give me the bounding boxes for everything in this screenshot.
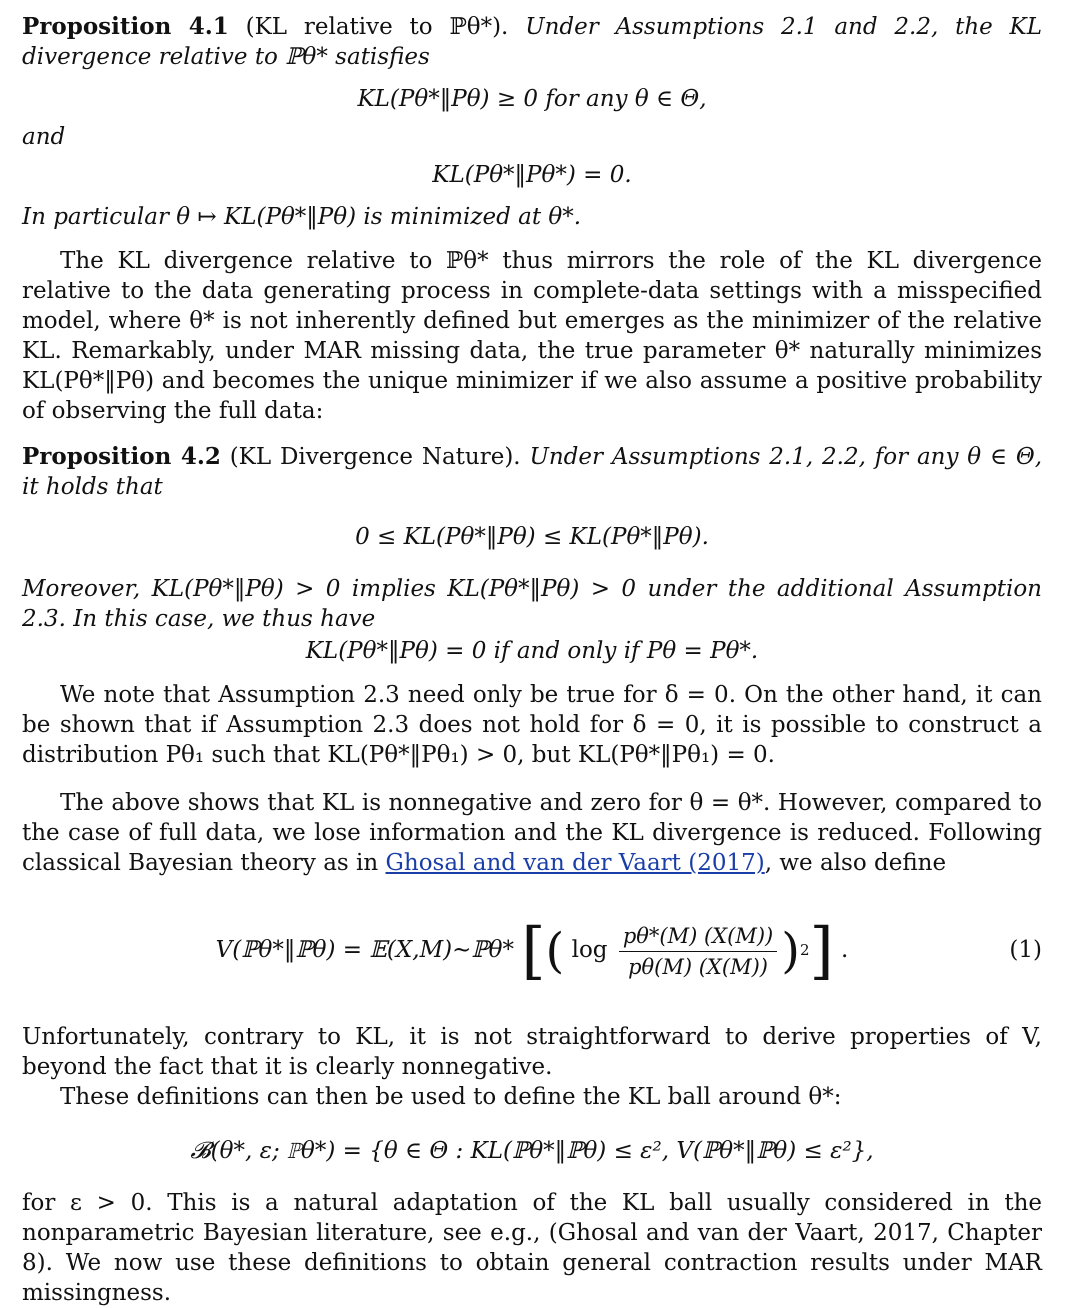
eq1-log: log: [571, 937, 608, 963]
paragraph-6: for ε > 0. This is a natural adaptation of the KL ball usually considered in the nonparametric Bayesian literature, see e.g., (Ghosal and van der Vaart, 2017, Chapter 8). We now use these definitions to obtain general contraction results under MAR missingness.: [22, 1190, 1042, 1306]
eq1-numerator: pθ*(M) (X(M)): [619, 923, 777, 952]
paragraph-5: These definitions can then be used to define the KL ball around θ*:: [60, 1084, 842, 1110]
prop41-statement: Under Assumptions 2.1 and 2.2, the KL divergence relative to ℙθ* satisfies: [22, 14, 1043, 70]
eq1-square: 2: [799, 941, 810, 959]
paragraph-3-text-b: , we also define: [764, 850, 947, 876]
kl-ball-equation: 𝓑(θ*, ε; ℙθ*) = {θ ∈ Θ : KL(ℙθ*‖ℙθ) ≤ ε², V(ℙθ*‖ℙθ) ≤ ε²},: [190, 1138, 874, 1164]
prop42-title: (KL Divergence Nature).: [229, 444, 521, 470]
eq1-fraction: [619, 923, 777, 980]
proposition-4-1: [22, 12, 1042, 72]
paragraph-4: Unfortunately, contrary to KL, it is not straightforward to derive properties of V, beyond the fact that it is clearly nonnegative.: [22, 1024, 1042, 1080]
prop41-and: and: [22, 124, 66, 150]
paper-page: [22, 10, 1042, 1308]
prop42-head: Proposition 4.2: [22, 443, 221, 470]
equation-number: (1): [1009, 937, 1042, 963]
paragraph-3-text-a: The above shows that KL is nonnegative and zero for θ = θ*. However, compared to the case of full data, we lose information and the KL divergence is reduced. Following classical Bayesian theory as in: [22, 790, 1042, 876]
eq1-close-paren: ): [781, 923, 800, 979]
prop42-eq2: KL(Pθ*‖Pθ) = 0 if and only if Pθ = Pθ*.: [305, 638, 759, 664]
proposition-4-2: [22, 442, 1042, 502]
paragraph-3: [22, 788, 1042, 878]
paragraph-2: We note that Assumption 2.3 need only be true for δ = 0. On the other hand, it can be shown that if Assumption 2.3 does not hold for δ = 0, it is possible to construct a distribution Pθ₁ such that KL(Pθ*‖Pθ₁) > 0, but KL(Pθ*‖Pθ₁) = 0.: [22, 682, 1042, 768]
equation-1: V(ℙθ*‖ℙθ) = 𝔼(X,M)∼ℙθ* [( log $\frac{p\theta*(M) (X(M))}{p\theta(M) (X(M))}$ )$^2$] . (1): [22, 904, 1042, 996]
paragraph-1: The KL divergence relative to ℙθ* thus mirrors the role of the KL divergence relative to the data generating process in complete-data settings with a misspecified model, where θ* is not inherently defined but emerges as the minimizer of the relative KL. Remarkably, under MAR missing data, the true parameter θ* naturally minimizes KL(Pθ*‖Pθ) and becomes the unique minimizer if we also assume a positive probability of observing the full data:: [22, 248, 1042, 424]
prop42-eq1: 0 ≤ KL(Pθ*‖Pθ) ≤ KL(Pθ*‖Pθ).: [355, 524, 709, 550]
eq1-denominator: pθ(M) (X(M)): [628, 954, 768, 979]
prop41-eq1: KL(Pθ*‖Pθ) ≥ 0 for any θ ∈ Θ,: [357, 86, 707, 112]
citation-link[interactable]: Ghosal and van der Vaart (2017): [385, 850, 765, 876]
prop41-head: Proposition 4.1: [22, 13, 229, 40]
prop41-title: (KL relative to ℙθ*).: [245, 14, 509, 40]
eq1-close-bracket: ]: [809, 914, 834, 987]
prop42-statement: Under Assumptions 2.1, 2.2, for any θ ∈ Θ, it holds that: [22, 444, 1043, 500]
prop41-particular: In particular θ ↦ KL(Pθ*‖Pθ) is minimized at θ*.: [22, 204, 582, 230]
eq1-open-paren: (: [545, 923, 565, 979]
eq1-lhs: V(ℙθ*‖ℙθ) = 𝔼(X,M)∼ℙθ*: [215, 937, 515, 963]
prop42-moreover: Moreover, KL(Pθ*‖Pθ) > 0 implies KL(Pθ*‖Pθ) > 0 under the additional Assumption 2.3. In this case, we thus have: [22, 576, 1042, 632]
prop41-eq2: KL(Pθ*‖Pθ*) = 0.: [432, 162, 632, 188]
eq1-open-bracket: [: [521, 914, 546, 987]
